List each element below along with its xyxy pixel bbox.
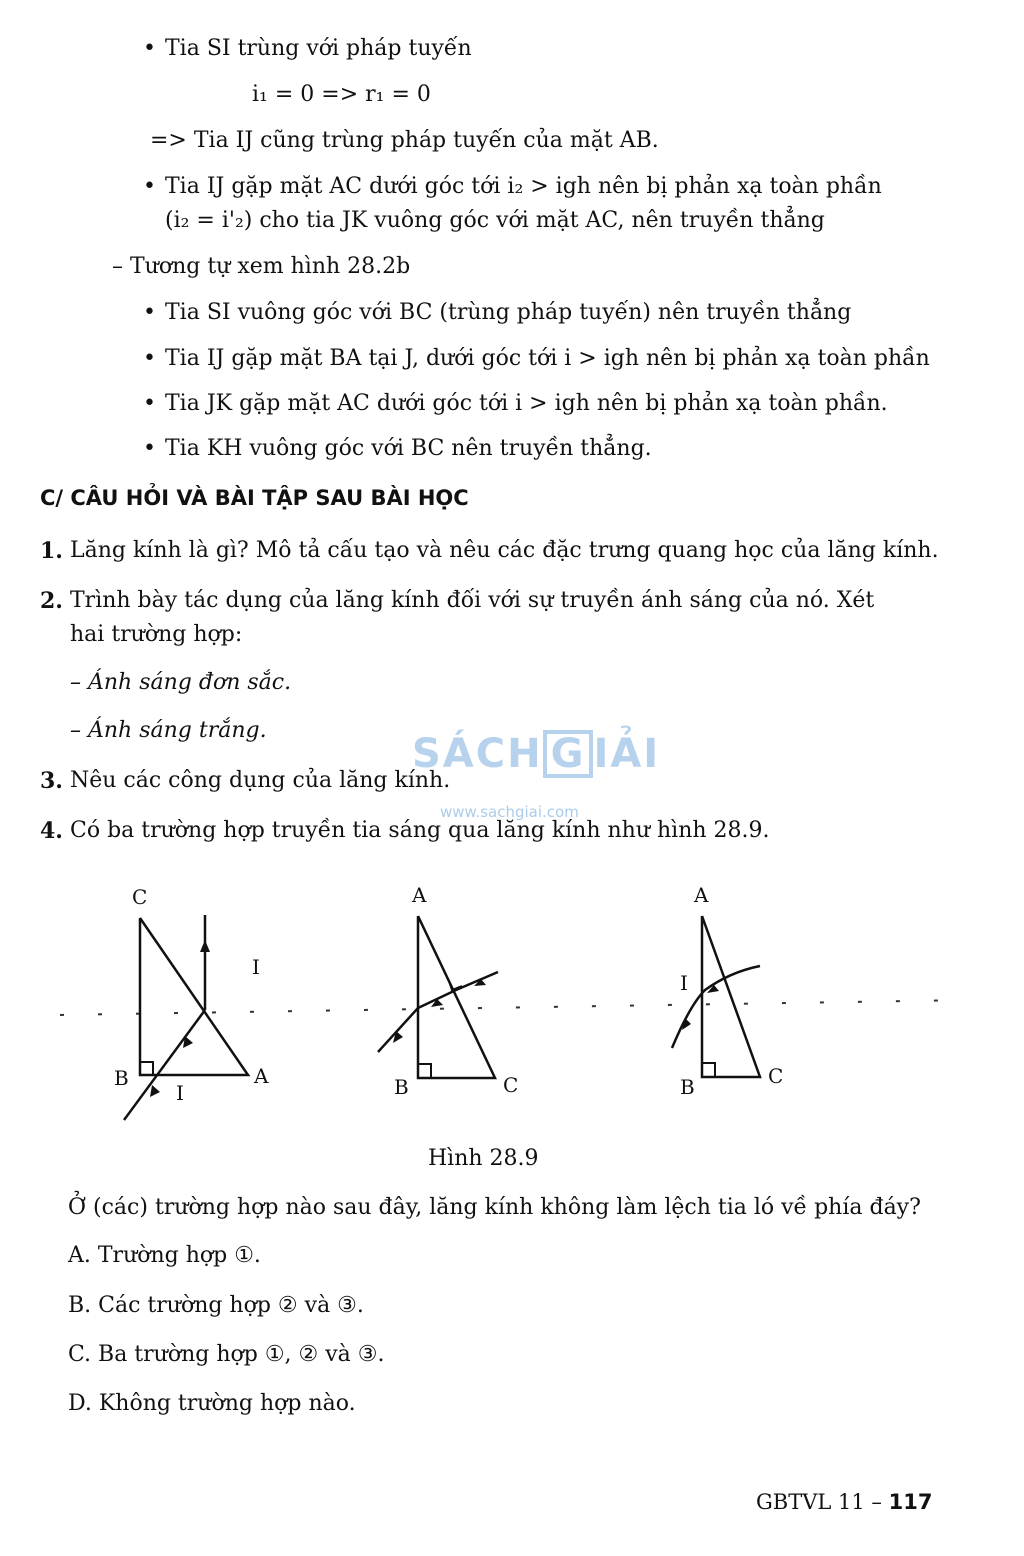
watermark-brand-right: IẢI bbox=[593, 731, 661, 777]
label-point: I bbox=[252, 955, 260, 979]
page-footer bbox=[756, 1490, 932, 1514]
ray-arrow bbox=[150, 1085, 160, 1097]
figure-28-9 bbox=[0, 870, 1024, 1140]
right-angle-marker bbox=[140, 1062, 153, 1075]
bullet-line-kh-bc: • Tia KH vuông góc với BC nên truyền thẳng. bbox=[165, 436, 652, 461]
option-a: A. Trường hợp ①. bbox=[68, 1243, 261, 1268]
prism-figure-3 bbox=[672, 916, 760, 1077]
option-b: B. Các trường hợp ② và ③. bbox=[68, 1293, 364, 1318]
watermark-url: www.sachgiai.com bbox=[440, 803, 579, 821]
label-point: I bbox=[680, 971, 688, 995]
figure-caption: Hình 28.9 bbox=[428, 1146, 539, 1171]
label-vertex: C bbox=[503, 1073, 519, 1097]
label-vertex: B bbox=[680, 1075, 695, 1099]
option-c: C. Ba trường hợp ①, ② và ③. bbox=[68, 1342, 385, 1367]
bullet-line-ij-ba: • Tia IJ gặp mặt BA tại J, dưới góc tới i > igh nên bị phản xạ toàn phần bbox=[165, 346, 930, 371]
prism-figure-2 bbox=[378, 916, 498, 1078]
bullet-line-si: • Tia SI trùng với pháp tuyến bbox=[165, 36, 472, 61]
prism-figure-1 bbox=[124, 915, 248, 1120]
question-2-case-monochromatic: – Ánh sáng đơn sắc. bbox=[70, 670, 292, 695]
question-4: Có ba trường hợp truyền tia sáng qua lăng kính như hình 28.9. bbox=[70, 818, 770, 843]
watermark-logo bbox=[412, 730, 660, 778]
label-vertex: C bbox=[132, 885, 148, 909]
incident-ray bbox=[124, 1010, 205, 1120]
question-2-case-white-light: – Ánh sáng trắng. bbox=[70, 718, 267, 743]
question-number: 1. bbox=[40, 538, 63, 564]
mcq-question: Ở (các) trường hợp nào sau đây, lăng kính không làm lệch tia ló về phía đáy? bbox=[68, 1195, 921, 1220]
label-vertex: A bbox=[412, 883, 427, 907]
question-2-line-2: hai trường hợp: bbox=[70, 622, 243, 647]
ray-arrow bbox=[200, 940, 210, 952]
bullet-line-ij: • Tia IJ gặp mặt AC dưới góc tới i₂ > igh nên bị phản xạ toàn phần bbox=[165, 174, 882, 199]
footer-book-title: GBTVL 11 – bbox=[756, 1490, 882, 1514]
question-number: 4. bbox=[40, 818, 63, 844]
prism-2-triangle bbox=[418, 916, 495, 1078]
similar-line: – Tương tự xem hình 28.2b bbox=[112, 254, 411, 279]
label-vertex: A bbox=[694, 883, 709, 907]
question-3: Nêu các công dụng của lăng kính. bbox=[70, 768, 451, 793]
continuation-line: (i₂ = i'₂) cho tia JK vuông góc với mặt AC, nên truyền thẳng bbox=[165, 208, 825, 233]
bullet-line-jk-ac: • Tia JK gặp mặt AC dưới góc tới i > igh nên bị phản xạ toàn phần. bbox=[165, 391, 888, 416]
section-heading: C/ CÂU HỎI VÀ BÀI TẬP SAU BÀI HỌC bbox=[40, 486, 469, 510]
watermark-brand-left: SÁCH bbox=[412, 731, 543, 777]
option-d: D. Không trường hợp nào. bbox=[68, 1391, 356, 1416]
watermark-brand-box: G bbox=[543, 730, 594, 778]
page-number: 117 bbox=[888, 1490, 933, 1514]
question-number: 2. bbox=[40, 588, 63, 614]
right-angle-marker bbox=[702, 1063, 715, 1077]
label-vertex: B bbox=[394, 1075, 409, 1099]
question-number: 3. bbox=[40, 768, 63, 794]
conclusion-line: => Tia IJ cũng trùng pháp tuyến của mặt AB. bbox=[150, 128, 659, 153]
question-1: Lăng kính là gì? Mô tả cấu tạo và nêu các đặc trưng quang học của lăng kính. bbox=[70, 538, 939, 563]
prism-3-triangle bbox=[702, 916, 760, 1077]
prism-1-triangle bbox=[140, 918, 248, 1075]
right-angle-marker bbox=[418, 1064, 431, 1078]
label-point: I bbox=[176, 1081, 184, 1105]
formula-line: i₁ = 0 => r₁ = 0 bbox=[252, 82, 431, 107]
label-vertex: B bbox=[114, 1066, 129, 1090]
label-vertex: A bbox=[254, 1064, 269, 1088]
label-vertex: C bbox=[768, 1064, 784, 1088]
question-2-line-1: Trình bày tác dụng của lăng kính đối với sự truyền ánh sáng của nó. Xét bbox=[70, 588, 875, 613]
bullet-line-si-bc: • Tia SI vuông góc với BC (trùng pháp tuyến) nên truyền thẳng bbox=[165, 300, 851, 325]
